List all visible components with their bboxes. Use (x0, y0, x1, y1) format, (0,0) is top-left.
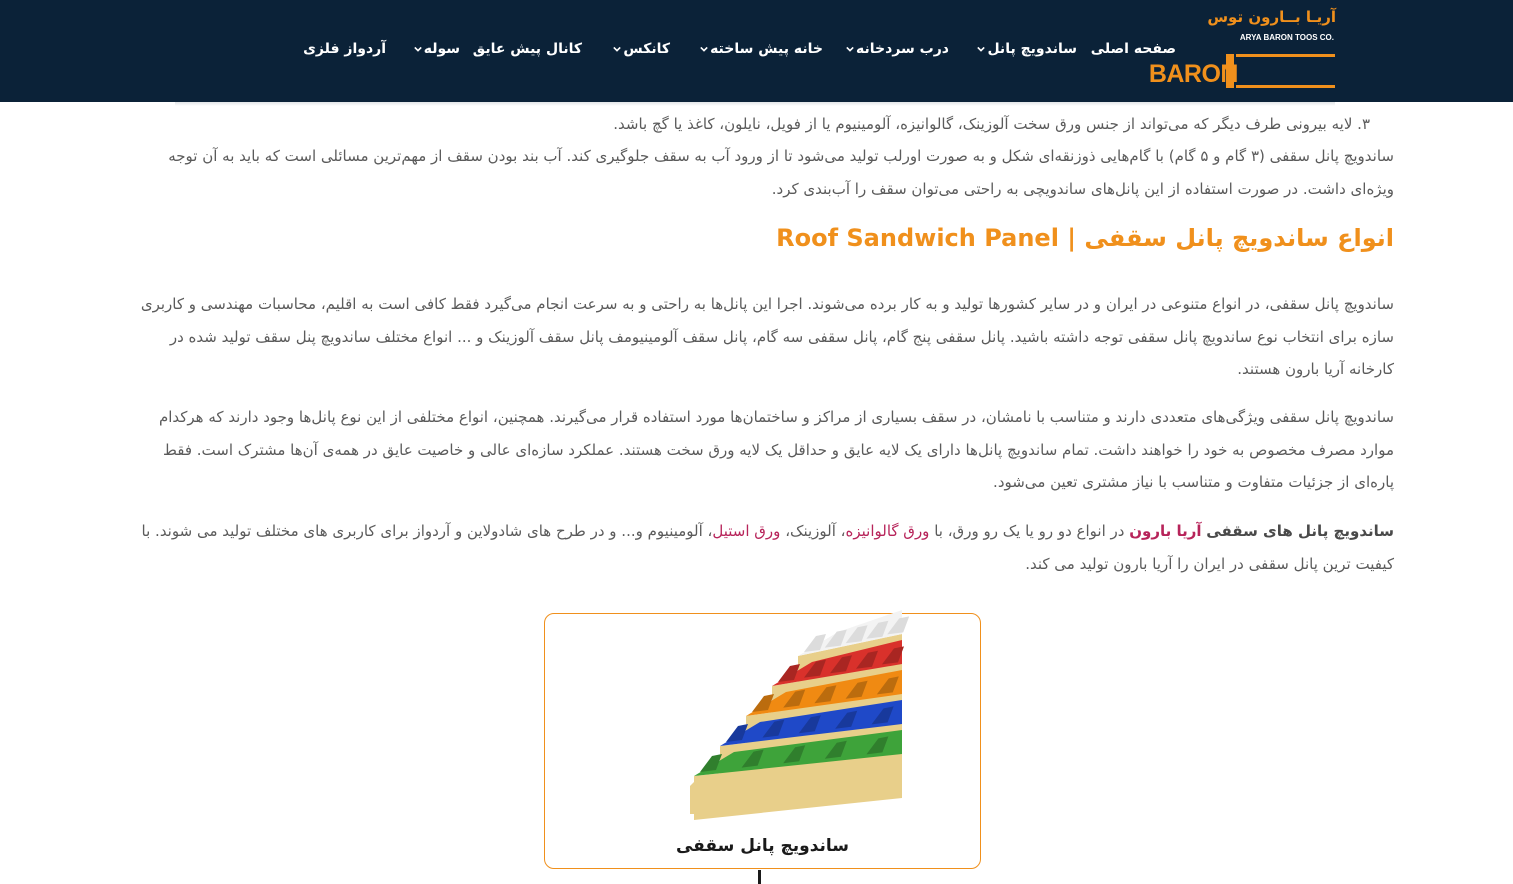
list-item-3 (130, 108, 1394, 141)
nav-item-label: صفحه اصلی (1090, 41, 1176, 57)
paragraph-2-text: ساندویچ پانل سقفی، در انواع متنوعی در ایران و در سایر کشورها تولید و به کار برده می‌شوند. اجرا این پانل‌ها به راحتی و به سرعت انجام می‌گیرد فقط کافی است به اقلیم، محاسبات مهندسی و کاربری سازه برای انتخاب نوع ساندویچ پانل سقفی توجه داشته باشید. پانل سقفی پنج گام، پانل سقفی سه گام، پانل سقف آلومینیومف پانل سقف آلوزینک و ... انواع مختلف ساندویچ پنل سقف تولید شده در کارخانه آریا بارون هستند. (140, 295, 1394, 378)
paragraph-4-segment: ، آلوزینک، (780, 522, 846, 540)
steel-sheet-link[interactable]: ورق استیل (712, 522, 781, 540)
paragraph-1 (130, 140, 1394, 205)
paragraph-1-text: ساندویچ پانل سقفی (۳ گام و ۵ گام) با گام‌هایی ذوزنقه‌ای شکل و به صورت اورلب تولید می‌شود تا از ورود آب به سقف جلوگیری کند. آب بند بودن سقف از مهم‌ترین مسائلی است که باید به آن توجه ویژه‌ای داشت. در صورت استفاده از این پانل‌های ساندویچی به راحتی می‌توان سقف را آب‌بندی کرد. (168, 147, 1394, 198)
nav-item-7[interactable] (414, 36, 460, 62)
nav-item-8[interactable] (303, 36, 386, 62)
nav-item-5[interactable] (613, 36, 670, 62)
chevron-down-icon[interactable] (414, 45, 422, 53)
nav-item-label: کانال پیش عایق (472, 41, 582, 57)
brand-link[interactable]: آریا بارون (1129, 522, 1202, 540)
paragraph-4 (130, 515, 1394, 580)
nav-item-label: درب سردخانه (856, 41, 949, 57)
header-shadow (175, 100, 1335, 106)
chevron-down-icon[interactable] (700, 45, 708, 53)
nav-item-label: خانه پیش ساخته (710, 41, 823, 57)
bold-product-name: ساندویچ پانل های سقفی (1206, 522, 1394, 540)
nav-item-2[interactable] (977, 36, 1077, 62)
chevron-down-icon[interactable] (613, 45, 621, 53)
nav-item-6[interactable] (473, 36, 582, 62)
nav-item-label: کانکس (623, 41, 670, 57)
paragraph-3 (130, 401, 1394, 499)
paragraph-4-segment: در انواع دو رو یا یک رو ورق، با (929, 522, 1130, 540)
logo-baron-wordmark (1148, 52, 1337, 90)
paragraph-3-text: ساندویچ پانل سقفی ویژگی‌های متعددی دارند و متناسب با نامشان، در سقف بسیاری از مراکز و ساختمان‌ها مورد استفاده قرار می‌گیرند. همچنین، انواع مختلفی از این نوع پانل‌ها وجود دارند که هرکدام موارد مصرف مخصوص به خود را خواهند داشت. تمام ساندویچ پانل‌ها دارای یک لایه عایق و حداقل یک لایه ورق سخت هستند. عملکرد سازه‌ای عالی و خاصیت عایق در همه‌ی آن‌ها مشترک است. فقط پاره‌ای از جزئیات متفاوت و متناسب با نیاز مشتری تعین می‌شود. (158, 408, 1394, 491)
logo-title-fa: آریـا بــارون توس (1207, 8, 1336, 26)
roof-panel-image (690, 614, 902, 824)
paragraph-4-segment: ، آلومینیوم و... و در طرح های شادولاین و آردواز برای کاربری های مختلف تولید می شوند. با کیفیت ترین پانل سقفی در ایران را آریا بارون تولید می کند. (141, 522, 1394, 573)
paragraph-2 (130, 288, 1394, 386)
nav-item-label: سوله (423, 41, 460, 57)
nav-item-3[interactable] (846, 36, 949, 62)
list-item-3-text: ۳. لایه بیرونی طرف دیگر که می‌تواند از جنس ورق سخت آلوزینک، گالوانیزه، آلومینیوم یا از فویل، نایلون، کاغذ یا گچ باشد. (613, 115, 1370, 133)
section-heading: انواع ساندویچ پانل سقفی | Roof Sandwich Panel (776, 224, 1394, 252)
logo-baron-text: BARON (1148, 60, 1238, 88)
galvanized-sheet-link[interactable]: ورق گالوانیزه (845, 522, 930, 540)
figure-connector (758, 870, 761, 884)
paragraph-4-text (130, 515, 1394, 580)
product-figure[interactable] (544, 613, 981, 869)
nav-item-label: ساندویچ پانل (987, 41, 1077, 57)
figure-caption: ساندویچ پانل سقفی (675, 836, 850, 856)
nav-item-label: آردواز فلزی (303, 41, 386, 57)
logo-subtitle-en: ARYA BARON TOOS CO. (1239, 33, 1334, 42)
site-header (0, 0, 1513, 102)
chevron-down-icon[interactable] (977, 45, 985, 53)
nav-item-1[interactable] (1091, 36, 1176, 62)
chevron-down-icon[interactable] (846, 45, 854, 53)
nav-item-4[interactable] (700, 36, 823, 62)
site-logo[interactable] (1148, 6, 1340, 92)
